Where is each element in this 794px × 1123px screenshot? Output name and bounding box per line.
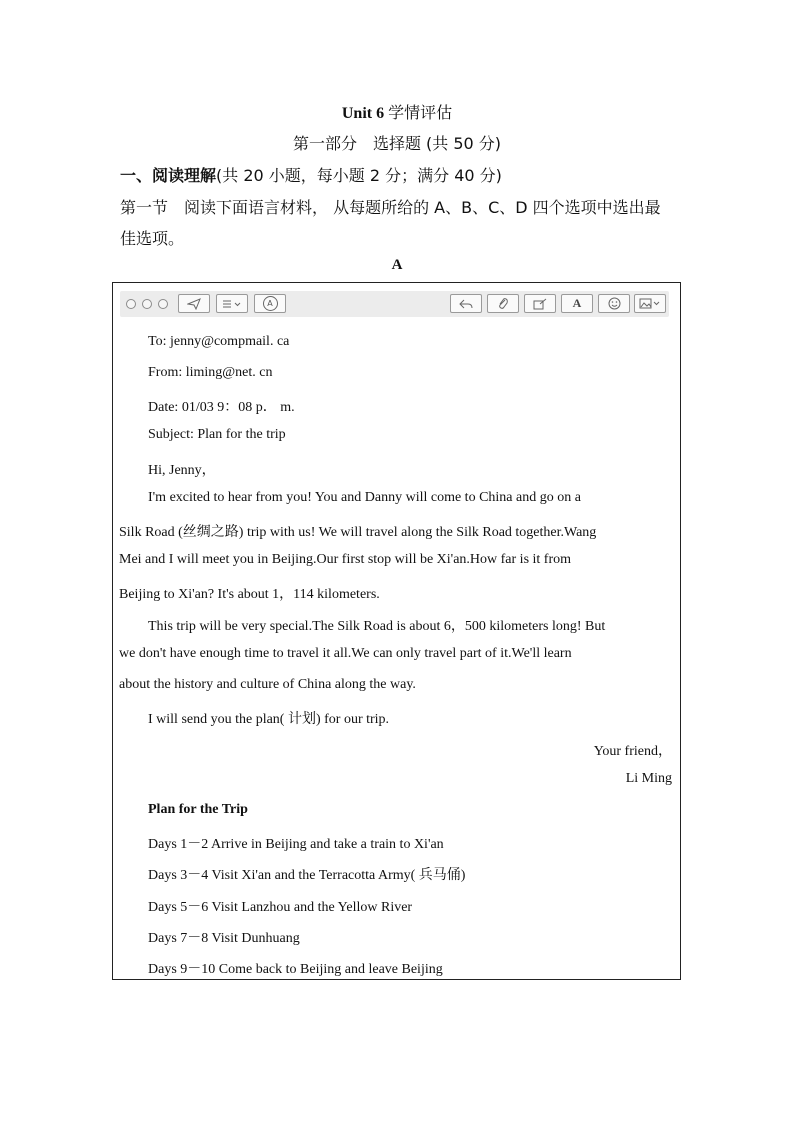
email-date: Date: 01/03 9：08 p． m. [148,400,295,415]
paragraph-line: I will send you the plan( 计划) for our trip. [148,712,390,727]
font-button[interactable] [561,294,593,313]
section-heading [120,163,502,186]
emoji-button[interactable] [598,294,630,313]
section-heading-bold: 一、阅读理解 [120,166,217,185]
email-window [112,282,681,980]
reply-icon [459,298,473,310]
email-subject: Subject: Plan for the trip [148,427,286,442]
plan-item: Days 7－8 Visit Dunhuang [148,931,300,946]
plan-item: Days 5－6 Visit Lanzhou and the Yellow River [148,900,413,915]
image-icon [639,298,661,309]
email-signature: Li Ming [625,771,672,786]
paragraph-line: about the history and culture of China along the way. [119,677,416,692]
image-button[interactable] [634,294,666,313]
edit-button[interactable] [524,294,556,313]
paperclip-icon [497,297,509,310]
paragraph-line: This trip will be very special.The Silk Road is about 6，500 kilometers long! But [148,619,606,634]
send-button[interactable] [178,294,210,313]
smiley-icon [608,297,621,310]
email-to: To: jenny@compmail. ca [148,334,290,349]
page-title [0,100,794,123]
paragraph-line: Beijing to Xi'an? It's about 1，114 kilometers. [119,587,380,602]
part-heading: 第一部分 选择题 (共 50 分) [292,134,502,153]
email-greeting: Hi, Jenny， [148,463,216,478]
reply-button[interactable] [450,294,482,313]
paragraph-line: I'm excited to hear from you! You and Danny will come to China and go on a [148,490,581,505]
instruction-line-1: 第一节 阅读下面语言材料， 从每题所给的 A、B、C、D 四个选项中选出最 [120,198,661,217]
edit-icon [533,298,547,310]
window-dot-icon[interactable] [126,299,136,309]
window-dot-icon[interactable] [142,299,152,309]
attach-button[interactable] [487,294,519,313]
paragraph-line: Silk Road (丝绸之路) trip with us! We will travel along the Silk Road together.Wang [119,525,597,540]
plan-item: Days 3－4 Visit Xi'an and the Terracotta Army( 兵马俑) [148,868,466,883]
window-dot-icon[interactable] [158,299,168,309]
section-heading-rest: (共 20 小题，每小题 2 分；满分 40 分) [216,166,502,185]
font-circle-icon: A [263,296,278,311]
font-style-button[interactable] [254,294,286,313]
plan-item: Days 9－10 Come back to Beijing and leave Beijing [148,962,443,977]
instruction-line-2: 佳选项。 [120,229,185,248]
email-closing: Your friend， [593,744,672,759]
list-icon [222,299,242,309]
paragraph-line: Mei and I will meet you in Beijing.Our first stop will be Xi'an.How far is it from [119,552,572,567]
unit-title: Unit 6 [341,105,385,122]
plan-item: Days 1－2 Arrive in Beijing and take a train to Xi'an [148,837,444,852]
list-menu-button[interactable] [216,294,248,313]
font-a-icon: A [572,296,582,310]
paragraph-line: we don't have enough time to travel it all.We can only travel part of it.We'll learn [119,646,572,661]
paper-plane-icon [187,298,201,310]
unit-subtitle: 学情评估 [388,103,453,122]
plan-title: Plan for the Trip [148,802,248,817]
passage-label: A [391,257,403,273]
email-toolbar [120,291,669,317]
email-from: From: liming@net. cn [148,365,273,380]
